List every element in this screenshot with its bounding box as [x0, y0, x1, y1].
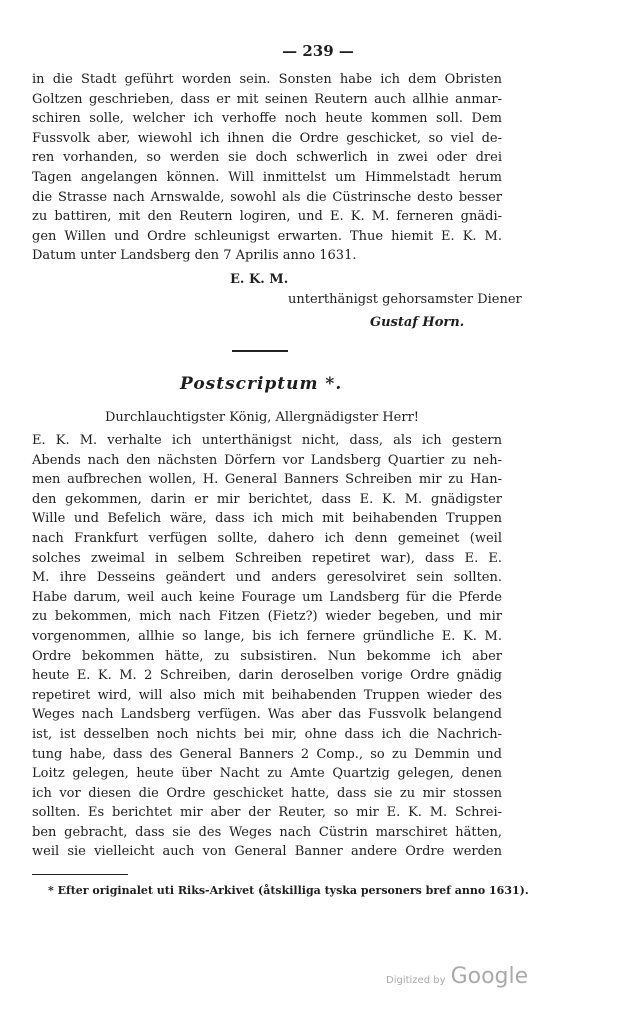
text-line: zu bekommen, mich nach Fitzen (Fietz?) wieder begeben, und mir [32, 609, 502, 625]
text-line: den gekommen, darin er mir berichtet, dass E. K. M. gnädigster [32, 491, 502, 507]
text-line: Tagen angelangen können. Will inmittelst um Himmelstadt herum [32, 169, 502, 185]
google-watermark [386, 964, 528, 989]
watermark-prefix: Digitized by [386, 975, 446, 986]
salutation-abbrev: E. K. M. [230, 272, 289, 287]
text-line: Ordre bekommen hätte, zu subsistiren. Nun bekomme ich aber [32, 648, 502, 664]
text-line: die Strasse nach Arnswalde, sowohl als die Cüstrinsche desto besser [32, 189, 502, 205]
text-line: in die Stadt geführt worden sein. Sonsten habe ich dem Obristen [32, 72, 502, 87]
closing-formula: unterthänigst gehorsamster Diener [288, 292, 522, 307]
text-line: ist, ist desselben noch nichts bei mir, ohne dass ich die Nachrich- [32, 726, 502, 742]
footnote: * Efter originalet uti Riks-Arkivet (åtskilliga tyska personers bref anno 1631). [48, 884, 529, 897]
text-line: ben gebracht, dass sie des Weges nach Cüstrin marschiret hätten, [32, 824, 502, 840]
watermark-brand: Google [450, 964, 529, 989]
text-line: Fussvolk aber, wiewohl ich ihnen die Ordre geschicket, so viel de- [32, 130, 502, 146]
signature: Gustaf Horn. [370, 315, 465, 330]
text-line: Habe darum, weil auch keine Fourage um Landsberg für die Pferde [32, 589, 502, 605]
postscript-salutation: Durchlauchtigster König, Allergnädigster Herr! [105, 410, 420, 425]
text-line: tung habe, dass des General Banners 2 Comp., so zu Demmin und [32, 746, 502, 762]
text-line: heute E. K. M. 2 Schreiben, darin deroselben vorige Ordre gnädig [32, 668, 502, 684]
page-number: — 239 — [282, 42, 354, 60]
text-line: men aufbrechen wollen, H. General Banners Schreiben mir zu Han- [32, 472, 502, 488]
text-line: Goltzen geschrieben, dass er mit seinen Reutern auch allhie anmar- [32, 91, 502, 107]
text-line: sollten. Es berichtet mir aber der Reuter, so mir E. K. M. Schrei- [32, 805, 502, 821]
text-line: Abends nach den nächsten Dörfern vor Landsberg Quartier zu neh- [32, 452, 502, 468]
text-line: zu battiren, mit den Reutern logiren, und E. K. M. ferneren gnädi- [32, 209, 502, 225]
letter-body [32, 70, 502, 266]
text-line: gen Willen und Ordre schleunigst erwarten. Thue hiemit E. K. M. [32, 228, 502, 244]
section-divider [232, 350, 288, 352]
text-line: M. ihre Desseins geändert und anders geresolviret sein sollten. [32, 570, 502, 586]
text-line: schiren solle, welcher ich verhoffe noch heute kommen soll. Dem [32, 111, 502, 127]
text-line: Loitz gelegen, heute über Nacht zu Amte Quartzig gelegen, denen [32, 766, 502, 782]
text-line: repetiret wird, will also mich mit beihabenden Truppen wieder des [32, 687, 502, 703]
footnote-rule [32, 874, 128, 875]
text-line: nach Frankfurt verfügen sollte, dahero ich denn gemeinet (weil [32, 530, 502, 546]
text-line: E. K. M. verhalte ich unterthänigst nicht, dass, als ich gestern [32, 433, 502, 448]
text-line: ren vorhanden, so werden sie doch schwerlich in zwei oder drei [32, 150, 502, 166]
text-line: solches zweimal in selbem Schreiben repetiret war), dass E. E. [32, 550, 502, 566]
postscript-heading: Postscriptum *. [180, 374, 343, 394]
text-line: Weges nach Landsberg verfügen. Was aber das Fussvolk belangend [32, 707, 502, 723]
text-line: Datum unter Landsberg den 7 Aprilis anno 1631. [32, 248, 357, 264]
text-line: Wille und Befelich wäre, dass ich mich mit beihabenden Truppen [32, 511, 502, 527]
text-line: vorgenommen, allhie so lange, bis ich fernere gründliche E. K. M. [32, 628, 502, 644]
text-line: ich vor diesen die Ordre geschicket hatte, dass sie zu mir stossen [32, 785, 502, 801]
text-line: weil sie vielleicht auch von General Banner andere Ordre werden [32, 844, 502, 860]
postscript-body [32, 431, 502, 862]
